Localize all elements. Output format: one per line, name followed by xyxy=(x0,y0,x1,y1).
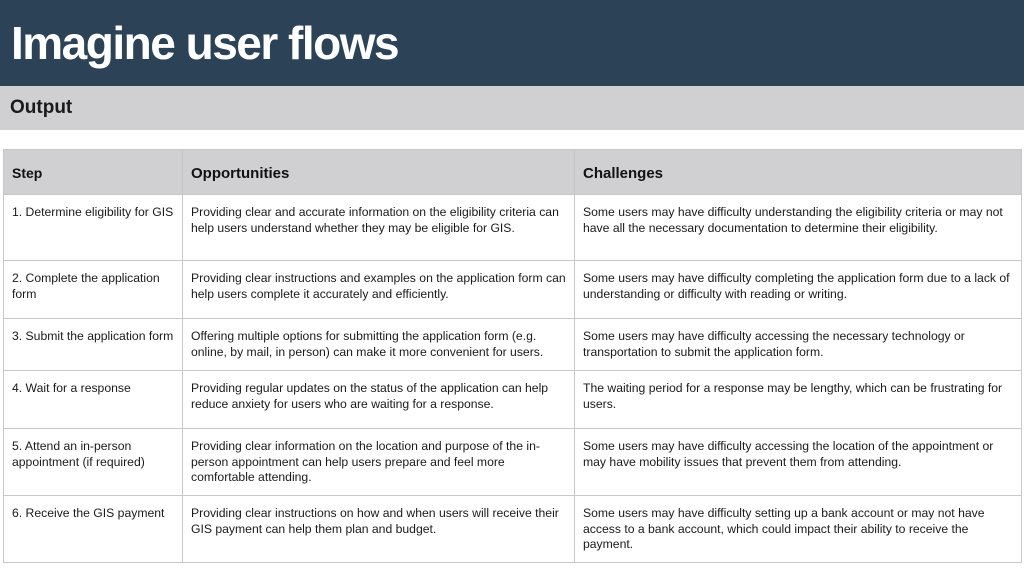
challenge-cell: Some users may have difficulty accessing the location of the appointment or may have mobility issues that prevent them from attending. xyxy=(575,429,1022,496)
opportunity-cell: Providing clear information on the location and purpose of the in-person appointment can help users prepare and feel more comfortable attending. xyxy=(183,429,575,496)
column-header-opportunities: Opportunities xyxy=(183,150,575,195)
title-bar xyxy=(0,0,1024,86)
user-flows-table xyxy=(3,149,1022,563)
opportunity-cell: Providing clear and accurate information on the eligibility criteria can help users understand whether they may be eligible for GIS. xyxy=(183,195,575,261)
table-row xyxy=(4,371,1022,429)
step-cell: 3. Submit the application form xyxy=(4,319,183,371)
table-row xyxy=(4,195,1022,261)
page-title: Imagine user flows xyxy=(11,17,399,69)
challenge-cell: Some users may have difficulty accessing the necessary technology or transportation to submit the application form. xyxy=(575,319,1022,371)
step-cell: 2. Complete the application form xyxy=(4,261,183,319)
step-cell: 1. Determine eligibility for GIS xyxy=(4,195,183,261)
challenge-cell: Some users may have difficulty completing the application form due to a lack of understanding or difficulty with reading or writing. xyxy=(575,261,1022,319)
column-header-challenges: Challenges xyxy=(575,150,1022,195)
opportunity-cell: Providing regular updates on the status of the application can help reduce anxiety for users who are waiting for a response. xyxy=(183,371,575,429)
table-row xyxy=(4,319,1022,371)
section-subtitle: Output xyxy=(10,97,73,118)
table-row xyxy=(4,429,1022,496)
table-row xyxy=(4,261,1022,319)
table-row xyxy=(4,496,1022,563)
opportunity-cell: Providing clear instructions on how and when users will receive their GIS payment can help them plan and budget. xyxy=(183,496,575,563)
opportunity-cell: Providing clear instructions and examples on the application form can help users complete it accurately and efficiently. xyxy=(183,261,575,319)
step-cell: 5. Attend an in-person appointment (if required) xyxy=(4,429,183,496)
table-header-row xyxy=(4,150,1022,195)
subtitle-bar xyxy=(0,86,1024,130)
challenge-cell: Some users may have difficulty setting up a bank account or may not have access to a bank account, which could impact their ability to receive the payment. xyxy=(575,496,1022,563)
step-cell: 4. Wait for a response xyxy=(4,371,183,429)
opportunity-cell: Offering multiple options for submitting the application form (e.g. online, by mail, in person) can make it more convenient for users. xyxy=(183,319,575,371)
challenge-cell: The waiting period for a response may be lengthy, which can be frustrating for users. xyxy=(575,371,1022,429)
challenge-cell: Some users may have difficulty understanding the eligibility criteria or may not have all the necessary documentation to determine their eligibility. xyxy=(575,195,1022,261)
column-header-step: Step xyxy=(4,150,183,195)
step-cell: 6. Receive the GIS payment xyxy=(4,496,183,563)
